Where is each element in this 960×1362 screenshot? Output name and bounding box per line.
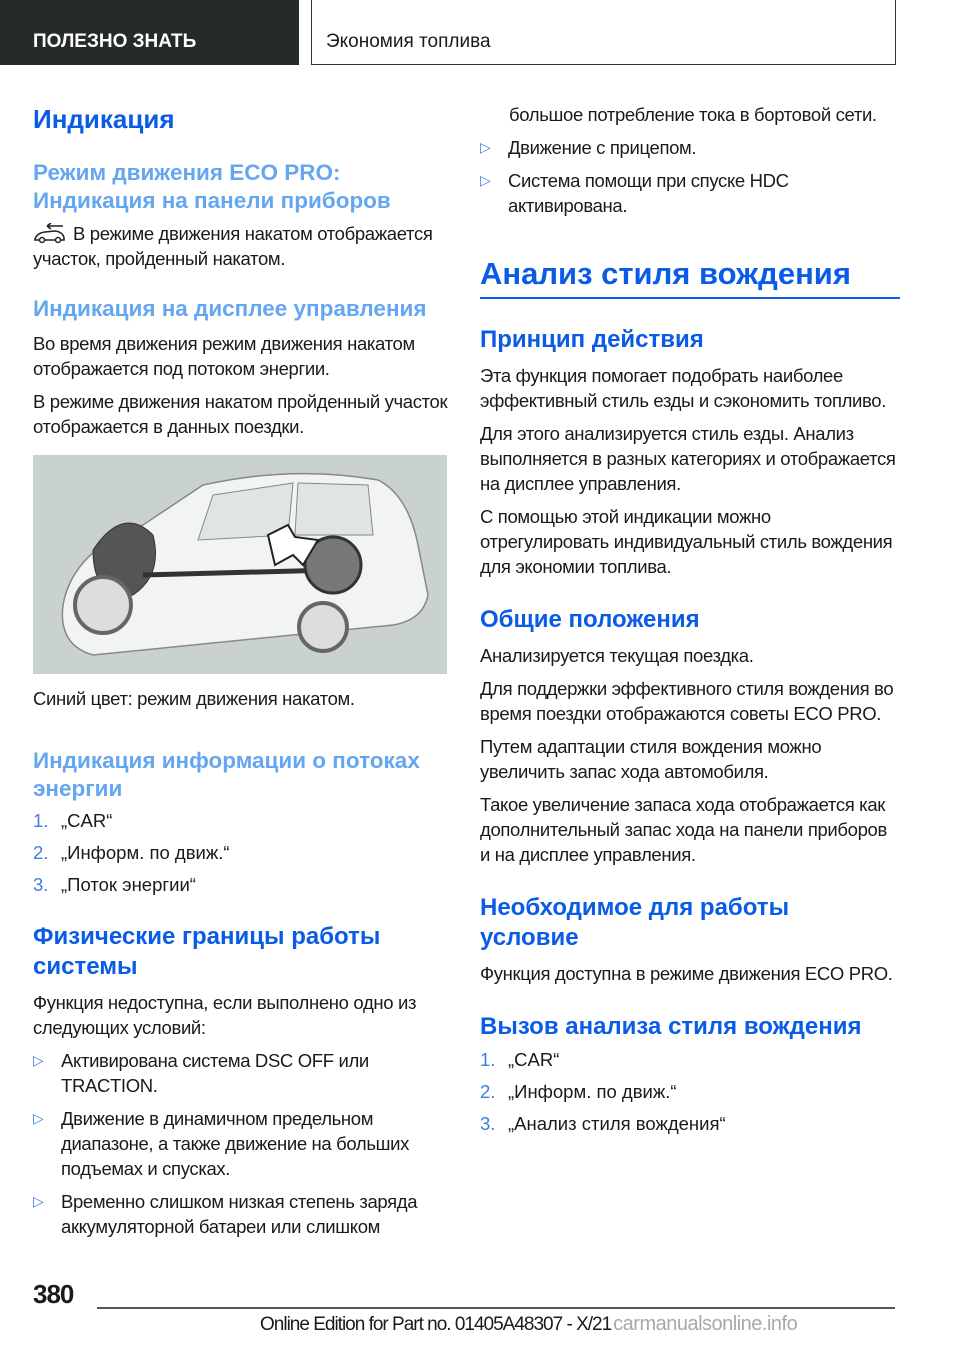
bullet-text: Движение в динамичном предельном диапазоне, а также движение на больших подъемах и спусках. — [61, 1108, 410, 1179]
heading-driving-style-analysis: Анализ стиля вождения — [480, 256, 900, 299]
bullet-text: Система помощи при спуске HDC активирована. — [508, 170, 789, 216]
bullet-icon: ▷ — [480, 139, 491, 155]
step-text: „Поток энергии“ — [61, 874, 196, 895]
bullet-icon: ▷ — [33, 1193, 44, 1209]
bullet-item — [33, 1048, 451, 1098]
coasting-icon — [33, 223, 67, 243]
step-number: 3. — [480, 1113, 496, 1134]
heading-control-display: Индикация на дисплее управления — [33, 296, 427, 321]
right-column — [480, 102, 900, 1239]
heading-principle: Принцип действия — [480, 326, 704, 353]
bullet-text: Движение с прицепом. — [508, 137, 697, 158]
heading-call-analysis: Вызов анализа стиля вождения — [480, 1013, 862, 1040]
bullet-item — [33, 1106, 451, 1181]
bullet-icon: ▷ — [33, 1110, 44, 1126]
page-header — [0, 0, 960, 65]
chapter-tab — [311, 0, 896, 65]
list-item — [33, 872, 451, 904]
chapter-title: Экономия топлива — [326, 31, 491, 52]
bullet-icon: ▷ — [480, 172, 491, 188]
paragraph: Функция доступна в режиме движения ECO PRO. — [480, 963, 893, 984]
list-item — [33, 808, 451, 840]
heading-eco-pro: Режим движения ECO PRO: Индикация на панели приборов — [33, 160, 391, 213]
list-item — [480, 1111, 900, 1143]
paragraph: Для этого анализируется стиль езды. Анализ выполняется в разных категориях и отображается на дисплее управления. — [480, 423, 896, 494]
heading-display: Индикация — [33, 104, 175, 134]
car-illustration — [33, 455, 447, 674]
paragraph: Для поддержки эффективного стиля вождения во время поездки отображаются советы ECO PRO. — [480, 678, 894, 724]
watermark: carmanualsonline.info — [613, 1313, 798, 1335]
paragraph: Эта функция помогает подобрать наиболее эффективный стиль езды и сэкономить топливо. — [480, 365, 887, 411]
footer-rule — [97, 1307, 895, 1309]
left-column — [33, 103, 451, 1239]
section-tab — [0, 0, 299, 65]
step-number: 1. — [33, 810, 49, 831]
energy-steps-list — [33, 808, 451, 904]
heading-requirement: Необходимое для работы условие — [480, 894, 790, 951]
bullet-item — [480, 168, 900, 218]
content-columns — [0, 103, 960, 1239]
paragraph: Путем адаптации стиля вождения можно увеличить запас хода автомобиля. — [480, 736, 822, 782]
footer-edition — [260, 1311, 797, 1338]
paragraph-eco — [33, 221, 451, 271]
section-title: ПОЛЕЗНО ЗНАТЬ — [33, 31, 197, 52]
heading-energy-flow: Индикация информации о потоках энергии — [33, 748, 420, 801]
paragraph-control-2: В режиме движения накатом пройденный участок отображается в данных поездки. — [33, 391, 448, 437]
step-text: „CAR“ — [508, 1049, 560, 1070]
step-number: 2. — [480, 1081, 496, 1102]
bullet-item — [480, 135, 900, 160]
step-number: 2. — [33, 842, 49, 863]
list-item — [480, 1079, 900, 1111]
step-text: „Информ. по движ.“ — [61, 842, 230, 863]
paragraph-limits: Функция недоступна, если выполнено одно из следующих условий: — [33, 992, 417, 1038]
bullet-item — [33, 1189, 451, 1239]
eco-text: В режиме движения накатом отображается участок, пройденный накатом. — [33, 223, 433, 269]
image-caption: Синий цвет: режим движения накатом. — [33, 688, 355, 709]
step-text: „Информ. по движ.“ — [508, 1081, 677, 1102]
paragraph: С помощью этой индикации можно отрегулировать индивидуальный стиль вождения для экономии топлива. — [480, 506, 893, 577]
list-item — [480, 1047, 900, 1079]
bullet-text: Временно слишком низкая степень заряда аккумуляторной батареи или слишком — [61, 1191, 418, 1237]
paragraph: Анализируется текущая поездка. — [480, 645, 754, 666]
paragraph-control-1: Во время движения режим движения накатом отображается под потоком энергии. — [33, 333, 415, 379]
edition-text: Online Edition for Part no. 01405A48307 - X/21 — [260, 1314, 612, 1335]
paragraph: Такое увеличение запаса хода отображается как дополнительный запас хода на панели приборов и на дисплее управления. — [480, 794, 887, 865]
step-text: „CAR“ — [61, 810, 113, 831]
heading-general: Общие положения — [480, 606, 700, 633]
heading-system-limits: Физические границы работы системы — [33, 923, 381, 980]
bullet-continuation: большое потребление тока в бортовой сети. — [509, 104, 877, 125]
list-item — [33, 840, 451, 872]
step-number: 1. — [480, 1049, 496, 1070]
bullet-icon: ▷ — [33, 1052, 44, 1068]
call-steps-list — [480, 1047, 900, 1143]
page-number: 380 — [33, 1279, 74, 1309]
step-text: „Анализ стиля вождения“ — [508, 1113, 726, 1134]
step-number: 3. — [33, 874, 49, 895]
page-footer — [0, 1279, 960, 1349]
bullet-text: Активирована система DSC OFF или TRACTION. — [61, 1050, 369, 1096]
